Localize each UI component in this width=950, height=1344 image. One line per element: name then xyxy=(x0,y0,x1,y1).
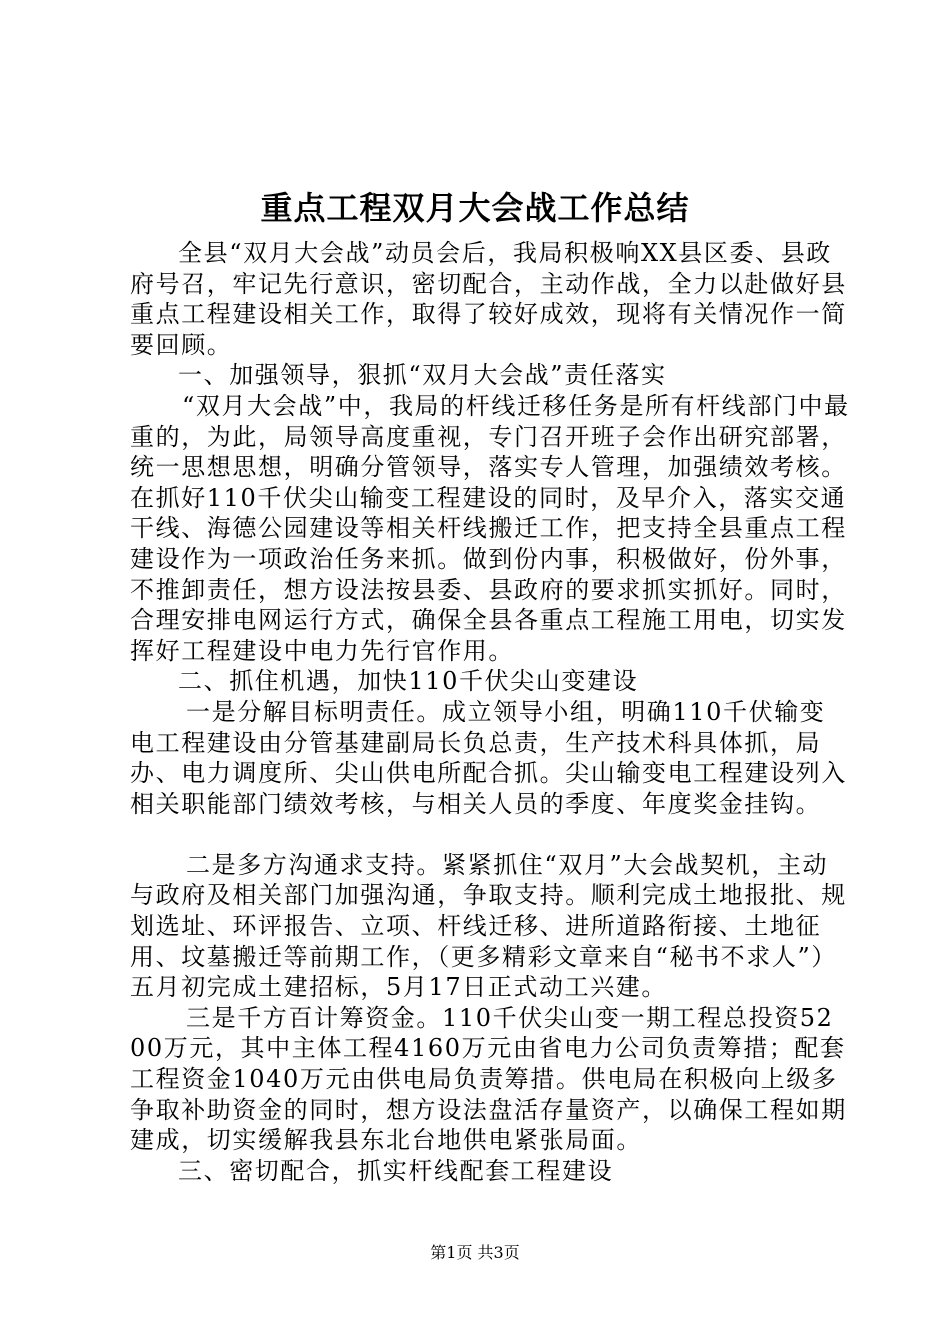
document-body xyxy=(130,238,850,1186)
section-2-paragraph-2: 二是多方沟通求支持。紧紧抓住“双月”大会战契机，主动与政府及相关部门加强沟通，争取支持。顺利完成土地报批、规划选址、环评报告、立项、杆线迁移、进所道路衔接、土地征用、坟墓搬迁等前期工作，（更多精彩文章来自“秘书不求人”）五月初完成土建招标，5月17日正式动工兴建。 xyxy=(130,850,847,1002)
blank-line xyxy=(130,819,850,850)
section-heading-3: 三、密切配合，抓实杆线配套工程建设 xyxy=(178,1156,614,1185)
document-title: 重点工程双月大会战工作总结 xyxy=(260,189,690,227)
page-footer: 第1页 共3页 xyxy=(430,1243,520,1262)
section-heading-1: 一、加强领导，狠抓“双月大会战”责任落实 xyxy=(178,361,667,390)
section-2-paragraph-3: 三是千方百计筹资金。110千伏尖山变一期工程总投资5200万元，其中主体工程4160万元由省电力公司负责筹措；配套工程资金1040万元由供电局负责筹措。供电局在积极向上级多争取补助资金的同时，想方设法盘活存量资产，以确保工程如期建成，切实缓解我县东北台地供电紧张局面。 xyxy=(130,1003,847,1155)
section-1-paragraph: “双月大会战”中，我局的杆线迁移任务是所有杆线部门中最重的，为此，局领导高度重视，专门召开班子会作出研究部署，统一思想思想，明确分管领导，落实专人管理，加强绩效考核。在抓好110千伏尖山输变工程建设的同时，及早介入，落实交通干线、海德公园建设等相关杆线搬迁工作，把支持全县重点工程建设作为一项政治任务来抓。做到份内事，积极做好，份外事，不推卸责任，想方设法按县委、县政府的要求抓实抓好。同时，合理安排电网运行方式，确保全县各重点工程施工用电，切实发挥好工程建设中电力先行官作用。 xyxy=(130,391,850,665)
intro-paragraph: 全县“双月大会战”动员会后，我局积极响XX县区委、县政府号召，牢记先行意识，密切配合，主动作战，全力以赴做好县重点工程建设相关工作，取得了较好成效，现将有关情况作一简要回顾。 xyxy=(130,239,847,359)
section-heading-2: 二、抓住机遇，加快110千伏尖山变建设 xyxy=(178,667,639,696)
section-2-paragraph-1: 一是分解目标明责任。成立领导小组，明确110千伏输变电工程建设由分管基建副局长负总责，生产技术科具体抓，局办、电力调度所、尖山供电所配合抓。尖山输变电工程建设列入相关职能部门绩效考核，与相关人员的季度、年度奖金挂钩。 xyxy=(130,697,847,818)
